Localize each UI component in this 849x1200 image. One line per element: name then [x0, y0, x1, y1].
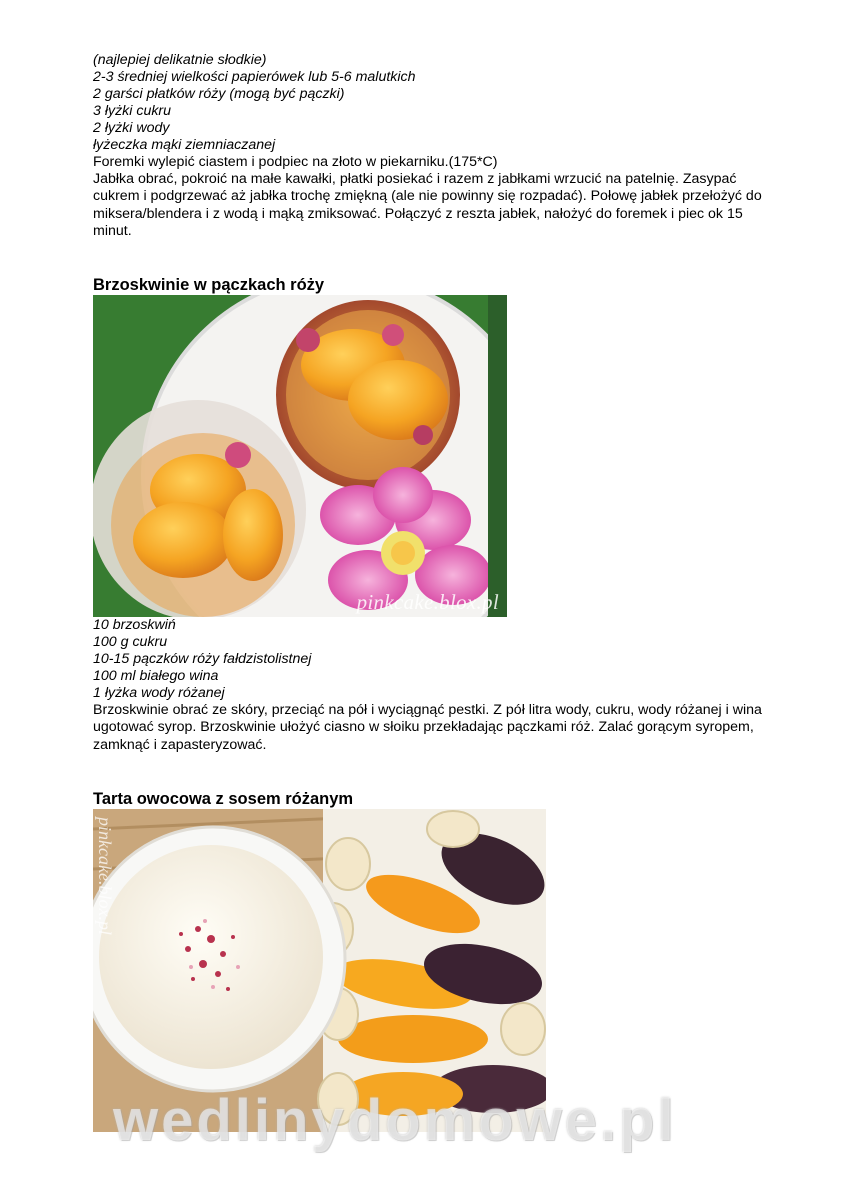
photo-watermark: pinkcake.blox.pl — [95, 817, 115, 936]
section-title: Tarta owocowa z sosem różanym — [93, 790, 354, 809]
ingredient-line: 2 łyżki wody — [93, 120, 170, 136]
ingredient-line: 1 łyżka wody różanej — [93, 685, 225, 702]
ingredient-line: (najlepiej delikatnie słodkie) — [93, 52, 267, 68]
instruction-paragraph: Jabłka obrać, pokroić na małe kawałki, płatki posiekać i razem z jabłkami wrzucić na patelnię. Zasypać cukrem i podgrzewać aż jabłka trochę zmiękną (ale nie powinny się rozpadać). Połowę jabłek przełożyć do miksera/blendera i z wodą i mąką zmiksować. Połączyć z reszta jabłek, nałożyć do foremek i piec ok 15 minut. — [93, 171, 762, 239]
photo-watermark: pinkcake.blox.pl — [356, 590, 499, 615]
instruction-paragraph: Brzoskwinie obrać ze skóry, przeciąć na pół i wyciągnąć pestki. Z pół litra wody, cukru, wody różanej i wina ugotować syrop. Brzoskwinie ułożyć ciasno w słoiku przekładając pączkami róż. Zalać gorącym syropem, zamknąć i zapasteryzować. — [93, 702, 762, 753]
site-watermark: wedlinydomowe.pl — [113, 1088, 677, 1153]
ingredient-line: 10 brzoskwiń — [93, 617, 176, 634]
section-title: Brzoskwinie w pączkach róży — [93, 276, 325, 295]
peaches-photo — [93, 295, 507, 617]
instruction-line: Foremki wylepić ciastem i podpiec na złoto w piekarniku.(175*C) — [93, 154, 498, 170]
section-2 — [93, 275, 793, 754]
ingredient-line: 100 g cukru — [93, 634, 168, 651]
tart-photo — [93, 809, 546, 1132]
peaches-jar-illustration — [93, 295, 507, 617]
ingredient-line: 3 łyżki cukru — [93, 103, 172, 119]
ingredient-line: 100 ml białego wina — [93, 668, 219, 685]
tart-and-sauce-illustration — [93, 809, 546, 1132]
ingredient-line: łyżeczka mąki ziemniaczanej — [93, 137, 276, 153]
ingredient-line: 10-15 pączków róży fałdzistolistnej — [93, 651, 312, 668]
section-1 — [93, 52, 793, 240]
document-page — [93, 52, 793, 1132]
ingredient-line: 2 garści płatków róży (mogą być pączki) — [93, 86, 345, 102]
ingredient-line: 2-3 średniej wielkości papierówek lub 5-6 malutkich — [93, 69, 416, 85]
section-3 — [93, 789, 793, 1132]
